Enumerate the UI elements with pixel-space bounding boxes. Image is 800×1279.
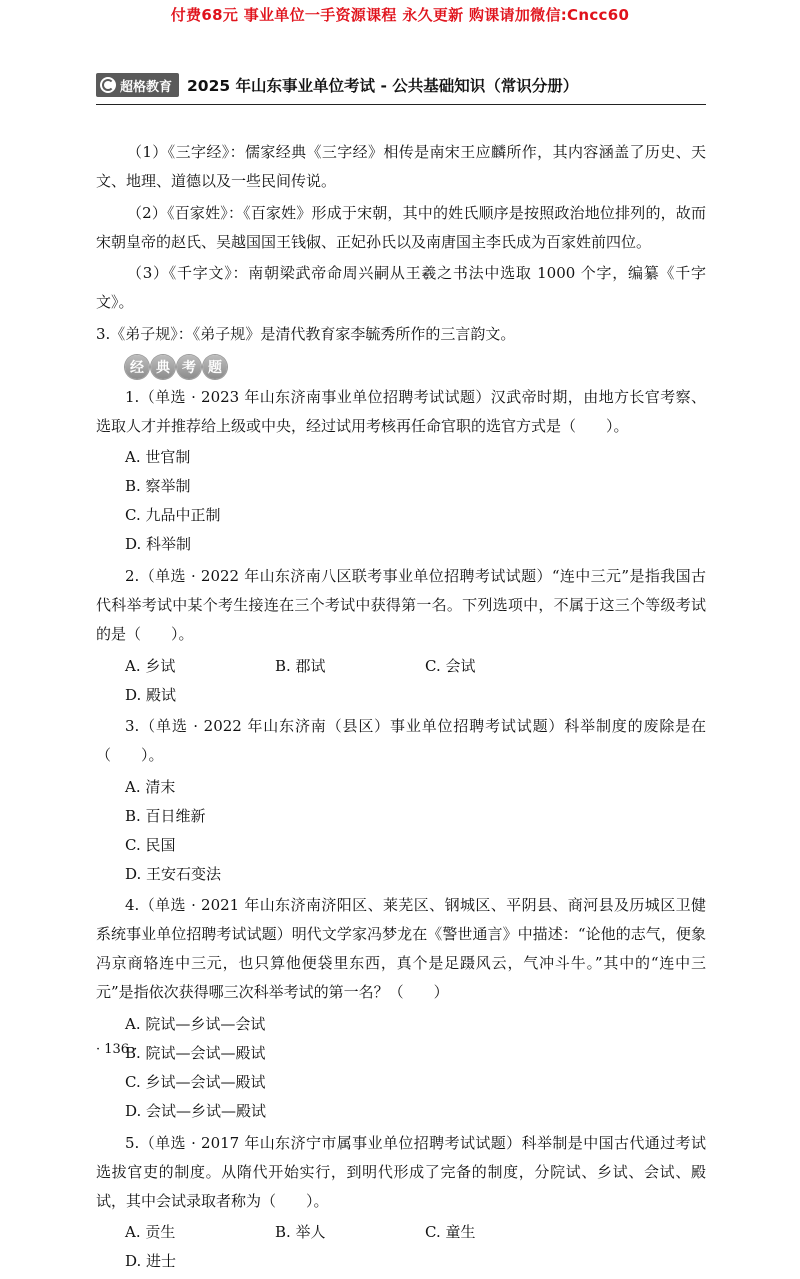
option: D. 王安石变法: [125, 864, 222, 883]
question-stem: 1.（单选 · 2023 年山东济南事业单位招聘考试试题）汉武帝时期，由地方长官考察、选取人才并推荐给上级或中央，经过试用考核再任命官职的选官方式是（ ）。: [96, 387, 706, 435]
option: A. 乡试: [125, 656, 176, 675]
question-stem: 4.（单选 · 2021 年山东济南济阳区、莱芜区、钢城区、平阴县、商河县及历城区卫健系统事业单位招聘考试试题）明代文学家冯梦龙在《警世通言》中描述：“论他的志气，便象冯京商辂连中三元，也只算他便袋里东西，真个是足蹑风云，气冲斗牛。”其中的“连中三元”是指依次获得哪三次科举考试的第一名？（ ）: [96, 896, 706, 1002]
option: A. 清末: [125, 777, 176, 796]
badge-char: 题: [203, 355, 227, 379]
option: D. 殿试: [125, 685, 177, 704]
header-divider: [96, 104, 706, 105]
option: D. 会试—乡试—殿试: [125, 1101, 267, 1120]
option: A. 世官制: [125, 448, 191, 467]
question-stem: 2.（单选 · 2022 年山东济南八区联考事业单位招聘考试试题）“连中三元”是指我国古代科举考试中某个考生接连在三个考试中获得第一名。下列选项中，不属于这三个等级考试的是（ ）。: [96, 566, 706, 643]
option: A. 贡生: [125, 1223, 176, 1242]
publisher-logo: [96, 73, 179, 97]
question-stem: 3.（单选 · 2022 年山东济南（县区）事业单位招聘考试试题）科举制度的废除是在（ ）。: [96, 717, 706, 765]
logo-text: 超格教育: [120, 79, 173, 95]
option: A. 院试—乡试—会试: [125, 1014, 266, 1033]
badge-char: 典: [151, 355, 175, 379]
option: C. 乡试—会试—殿试: [125, 1072, 266, 1091]
badge-char: 经: [125, 355, 149, 379]
option: B. 百日维新: [125, 806, 206, 825]
option: B. 郡试: [275, 656, 326, 675]
option: D. 进士: [125, 1252, 177, 1271]
question-options: [96, 1218, 706, 1276]
paragraph-baijiaxing: （2）《百家姓》：《百家姓》形成于宋朝，其中的姓氏顺序是按照政治地位排列的，故而宋朝皇帝的赵氏、吴越国国王钱俶、正妃孙氏以及南唐国主李氏成为百家姓前四位。: [96, 203, 706, 251]
option: C. 民国: [125, 835, 176, 854]
badge-char: 考: [177, 355, 201, 379]
paragraph-sanzijing: （1）《三字经》：儒家经典《三字经》相传是南宋王应麟所作，其内容涵盖了历史、天文、地理、道德以及一些民间传说。: [96, 143, 706, 190]
option: C. 会试: [425, 656, 476, 675]
logo-icon: [100, 77, 116, 93]
option: B. 院试—会试—殿试: [125, 1043, 266, 1062]
paragraph-qianziwen: （3）《千字文》：南朝梁武帝命周兴嗣从王羲之书法中选取 1000 个字，编纂《千字文》。: [96, 264, 706, 312]
page-number: · 136 ·: [96, 1042, 138, 1057]
option: D. 科举制: [125, 535, 192, 554]
option: B. 举人: [275, 1223, 326, 1242]
section-badge-classic-questions: [125, 355, 706, 379]
question-stem: 5.（单选 · 2017 年山东济宁市属事业单位招聘考试试题）科举制是中国古代通过考试选拔官吏的制度。从隋代开始实行，到明代形成了完备的制度，分院试、乡试、会试、殿试，其中会试录取者称为（ ）。: [96, 1133, 706, 1210]
question-options: [96, 773, 706, 889]
ad-banner: 付费68元 事业单位一手资源课程 永久更新 购课请加微信:Cncc60: [170, 6, 630, 24]
page-header: [96, 72, 578, 98]
option: C. 九品中正制: [125, 506, 221, 525]
page-content: [96, 138, 706, 1279]
question-options: [96, 443, 706, 559]
question-options: [96, 652, 706, 710]
paragraph-dizigui: 3.《弟子规》：《弟子规》是清代教育家李毓秀所作的三言韵文。: [96, 324, 516, 343]
question-options: [96, 1010, 706, 1126]
book-title: 2025 年山东事业单位考试 - 公共基础知识（常识分册）: [187, 77, 579, 95]
option: C. 童生: [425, 1223, 476, 1242]
option: B. 察举制: [125, 477, 191, 496]
